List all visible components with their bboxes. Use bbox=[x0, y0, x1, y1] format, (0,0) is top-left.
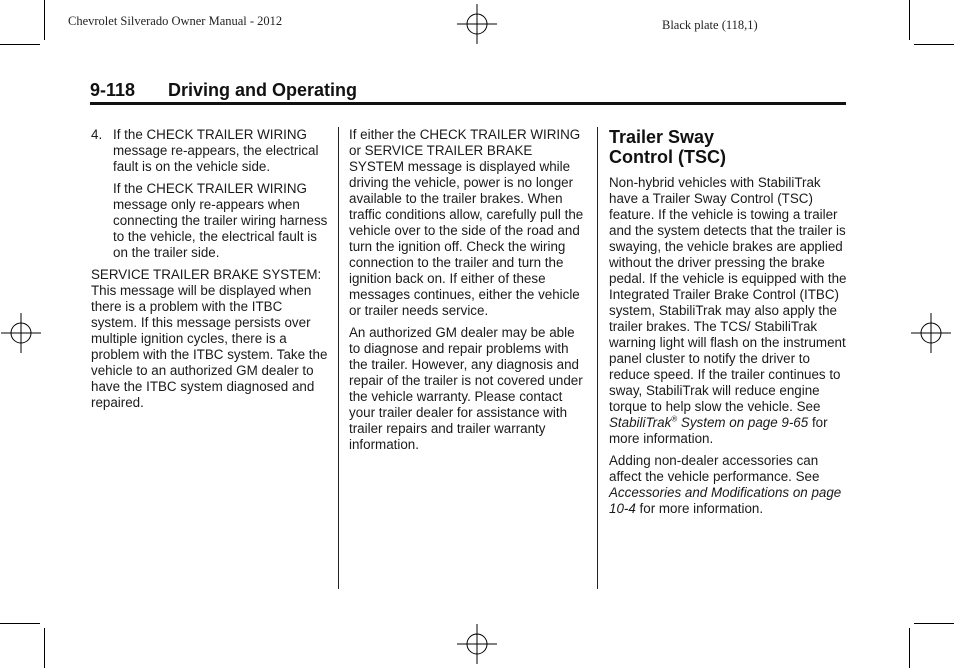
paragraph bbox=[609, 453, 851, 517]
registration-mark-top bbox=[457, 4, 497, 44]
crop-mark bbox=[914, 623, 954, 624]
list-item bbox=[91, 127, 331, 175]
page-number: 9-118 bbox=[90, 80, 136, 100]
list-item-text: If the CHECK TRAILER WIRING message re-appears, the electrical fault is on the vehicle side. bbox=[113, 127, 319, 174]
heading-line: Control (TSC) bbox=[609, 147, 726, 167]
list-item-subparagraph: If the CHECK TRAILER WIRING message only re-appears when connecting the trailer wiring harness to the vehicle, the electrical fault is on the trailer side. bbox=[113, 181, 328, 260]
paragraph-text: Non-hybrid vehicles with StabiliTrak have a Trailer Sway Control (TSC) feature. If the vehicle is towing a trailer and the system detects that the trailer is swaying, the vehicle brakes are applied without the driver pressing the brake pedal. If the vehicle is equipped with the Integrated Trailer Brake Control (ITBC) system, StabiliTrak may also apply the trailer brakes. The TCS/ StabiliTrak warning light will flash on the instrument panel cluster to notify the driver to reduce speed. If the trailer continues to sway, StabiliTrak will reduce engine torque to help slow the vehicle. See bbox=[609, 175, 847, 414]
paragraph: SERVICE TRAILER BRAKE SYSTEM: This message will be displayed when there is a problem with the ITBC system. If this message persists over multiple ignition cycles, there is a problem with the ITBC system. Take the vehicle to an authorized GM dealer to have the ITBC system diagnosed and repaired. bbox=[91, 267, 328, 410]
crop-mark bbox=[0, 44, 40, 45]
plate-label: Black plate (118,1) bbox=[662, 18, 758, 32]
heading-line: Trailer Sway bbox=[609, 127, 715, 147]
section-header bbox=[90, 80, 357, 101]
crop-mark bbox=[44, 628, 45, 668]
registration-mark-right bbox=[911, 313, 951, 353]
crop-mark bbox=[909, 628, 910, 668]
column-3 bbox=[609, 127, 851, 523]
registration-mark-left bbox=[1, 313, 41, 353]
list-number: 4. bbox=[91, 127, 103, 142]
crop-mark bbox=[0, 623, 40, 624]
section-title: Driving and Operating bbox=[168, 80, 358, 100]
subsection-heading bbox=[609, 127, 851, 167]
crop-mark bbox=[914, 44, 954, 45]
registered-mark: ® bbox=[671, 414, 678, 424]
manual-title: Chevrolet Silverado Owner Manual - 2012 bbox=[68, 14, 283, 28]
cross-reference-link[interactable]: Accessories and Modifications on page 10-4 bbox=[609, 485, 842, 516]
paragraph-text: Adding non-dealer accessories can affect the vehicle performance. See bbox=[609, 453, 820, 484]
link-text: StabiliTrak bbox=[609, 415, 672, 430]
paragraph-text: for more information. bbox=[639, 501, 764, 516]
column-divider bbox=[597, 127, 598, 589]
crop-mark bbox=[909, 0, 910, 40]
paragraph: If either the CHECK TRAILER WIRING or SERVICE TRAILER BRAKE SYSTEM message is displayed while driving the vehicle, power is no longer available to the trailer brakes. When traffic conditions allow, carefully pull the vehicle over to the side of the road and turn the ignition off. Check the wiring connection to the trailer and turn the ignition back on. If either of these messages continues, either the vehicle or trailer needs service. bbox=[349, 127, 584, 318]
crop-mark bbox=[44, 0, 45, 40]
paragraph-text: for more information. bbox=[609, 415, 828, 446]
column-divider bbox=[338, 127, 339, 589]
column-1 bbox=[91, 127, 331, 417]
column-2 bbox=[349, 127, 585, 459]
link-text: System on page 9-65 bbox=[680, 415, 809, 430]
paragraph: An authorized GM dealer may be able to diagnose and repair problems with the trailer. However, any diagnosis and repair of the trailer is not covered under the vehicle warranty. Please contact your trailer dealer for assistance with trailer repairs and trailer warranty information. bbox=[349, 325, 583, 452]
header-rule bbox=[90, 102, 846, 105]
paragraph bbox=[609, 175, 851, 447]
cross-reference-link[interactable] bbox=[609, 415, 808, 430]
registration-mark-bottom bbox=[457, 624, 497, 664]
